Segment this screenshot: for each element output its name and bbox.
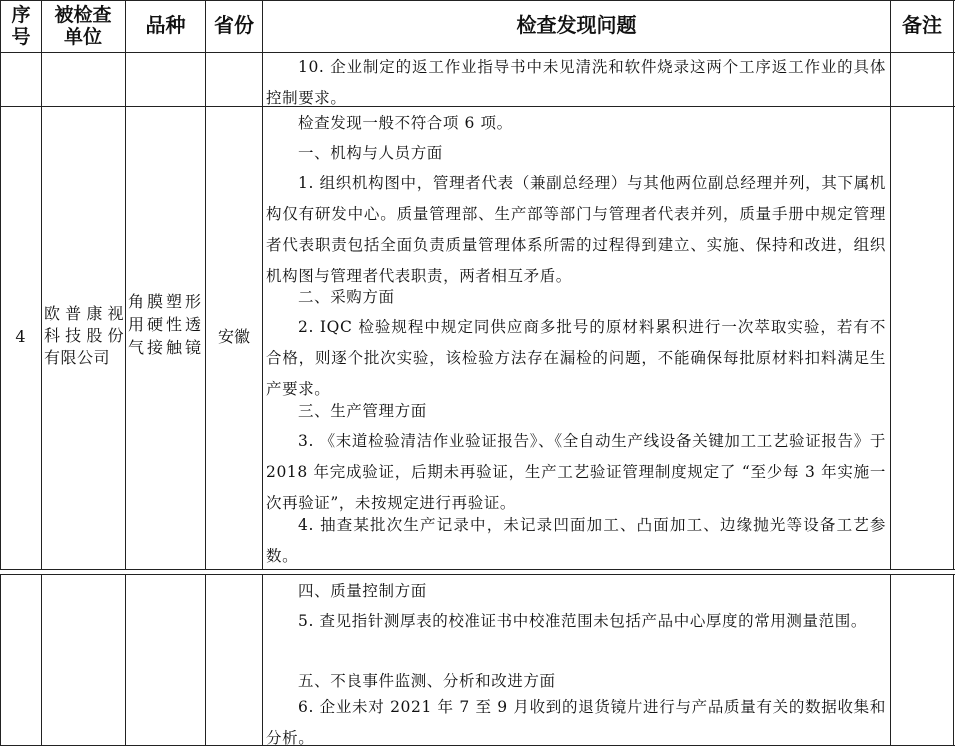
row4-section-3: 三、生产管理方面 (298, 402, 427, 420)
row4-item-3: 3. 《末道检验清洁作业验证报告》、《全自动生产线设备关键加工工艺验证报告》于 2018 年完成验证，后期未再验证，生产工艺验证管理制度规定了 “至少每 3 年实施一次再验证”，未按规定进行再验证。 (266, 432, 886, 512)
issue-10: 10. 企业制定的返工作业指导书中未见清洗和软件烧录这两个工序返工作业的具体控制要求。 (266, 58, 886, 107)
header-remark: 备注 (902, 13, 942, 37)
cont-item-5: 5. 查见指针测厚表的校准证书中校准范围未包括产品中心厚度的常用测量范围。 (298, 612, 867, 630)
row4-section-1: 一、机构与人员方面 (298, 144, 443, 162)
header-province: 省份 (214, 13, 254, 37)
row4-item-1: 1. 组织机构图中，管理者代表（兼副总经理）与其他两位副总经理并列，其下属机构仅有研发中心。质量管理部、生产部等部门与管理者代表并列，质量手册中规定管理者代表职责包括全面负责质量管理体系所需的过程得到建立、实施、保持和改进，组织机构图与管理者代表职责，两者相互矛盾。 (266, 174, 886, 285)
cont-section-5: 五、不良事件监测、分析和改进方面 (298, 672, 556, 690)
row4-unit: 欧普康视科技股份有限公司 (44, 304, 124, 367)
row4-summary: 检查发现一般不符合项 6 项。 (298, 114, 513, 132)
row4-section-2: 二、采购方面 (298, 288, 395, 306)
cont-item-6: 6. 企业未对 2021 年 7 至 9 月收到的退货镜片进行与产品质量有关的数据收集和分析。 (266, 698, 886, 747)
row4-item-2: 2. IQC 检验规程中规定同供应商多批号的原材料累积进行一次萃取实验，若有不合格，则逐个批次实验，该检验方法存在漏检的问题，不能确保每批原材料扣料满足生产要求。 (266, 318, 886, 398)
cont-section-4: 四、质量控制方面 (298, 582, 427, 600)
row4-variety: 角膜塑形用硬性透气接触镜 (128, 292, 205, 357)
header-variety: 品种 (145, 13, 186, 37)
header-issues: 检查发现问题 (516, 13, 637, 37)
row4-seq: 4 (15, 327, 26, 346)
row4-province: 安徽 (217, 327, 250, 346)
table-continuation (0, 574, 955, 746)
row4-item-4: 4. 抽查某批次生产记录中，未记录凹面加工、凸面加工、边缘抛光等设备工艺参数。 (266, 516, 886, 565)
header-unit: 被检查单位 (54, 4, 112, 48)
header-seq: 序号 (11, 4, 31, 48)
